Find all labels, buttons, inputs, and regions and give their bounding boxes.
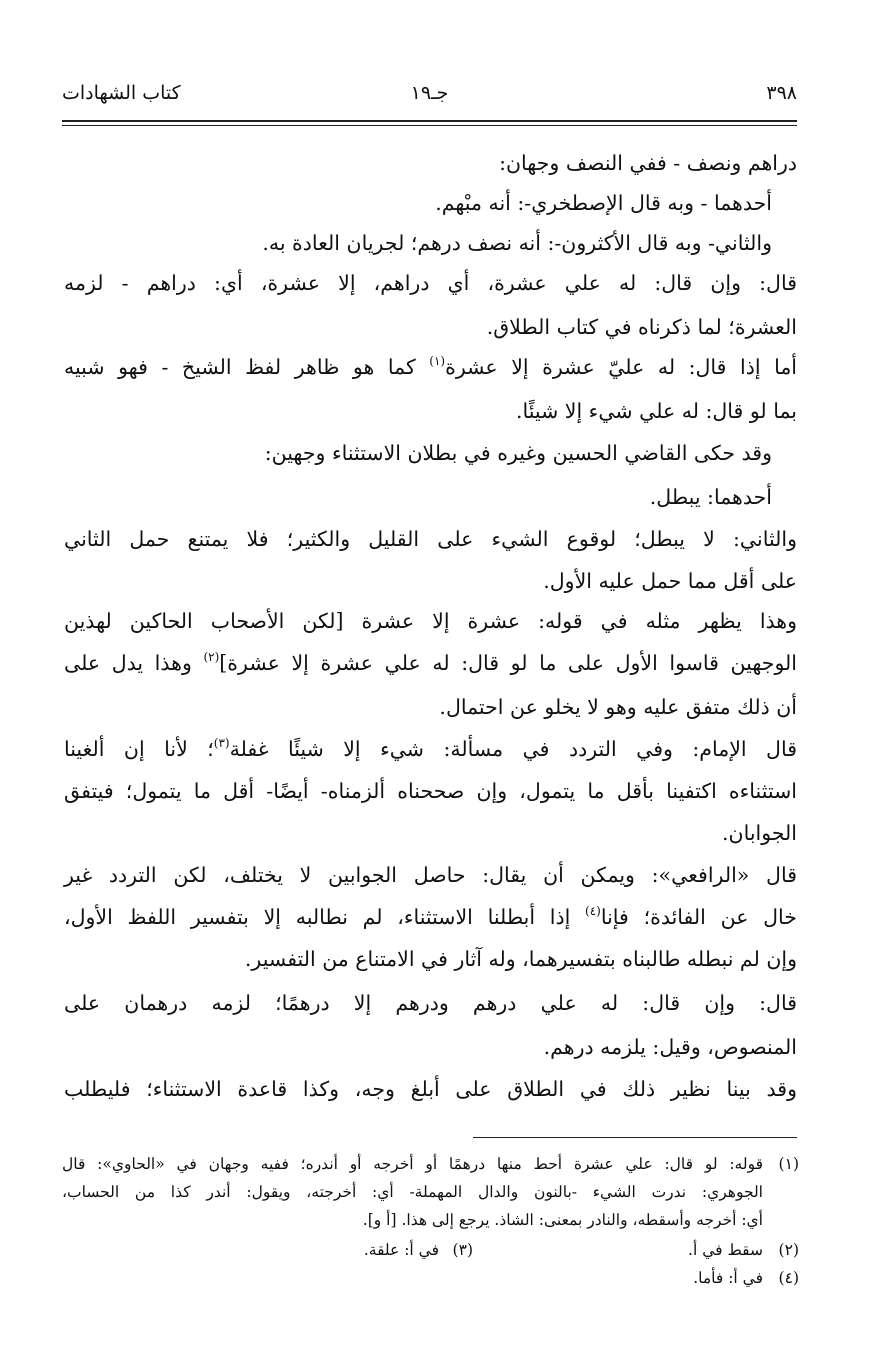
footnote-1-line: الجوهري: ندرت الشيء -بالنون والدال المهملة- أي: أخرجته، ويقول: أندر كذا من الحساب، xyxy=(62,1183,763,1201)
text-segment: وهذا يدل على xyxy=(64,651,192,675)
running-header xyxy=(62,82,797,116)
text-segment: الوجهين قاسوا الأول على ما لو قال: له علي عشرة إلا عشرة] xyxy=(219,651,797,675)
text-line: وهذا يظهر مثله في قوله: عشرة إلا عشرة [لكن الأصحاب الحاكين لهذين xyxy=(64,609,797,633)
text-line: وقد حكى القاضي الحسين وغيره في بطلان الاستثناء وجهين: xyxy=(264,441,772,465)
text-segment: خال عن الفائدة؛ فإنا xyxy=(600,905,797,929)
page-number: ٣٩٨ xyxy=(766,82,797,104)
text-line: المنصوص، وقيل: يلزمه درهم. xyxy=(543,1035,797,1059)
footnote-number: (٣) xyxy=(452,1241,473,1259)
text-segment: إذا أبطلنا الاستثناء، لم نطالبه إلا بتفسير اللفظ الأول، xyxy=(64,905,571,929)
text-segment: كما هو ظاهر لفظ الشيخ - فهو شبيه xyxy=(64,355,416,379)
text-line: استثناءه اكتفينا بأقل ما يتمول، وإن صححناه ألزمناه- أيضًا- أقل ما يتمول؛ فيتفق xyxy=(64,779,797,803)
book-title: كتاب الشهادات xyxy=(62,82,181,104)
text-line: على أقل مما حمل عليه الأول. xyxy=(543,569,797,593)
volume-label: جـ١٩ xyxy=(410,82,449,104)
text-segment: قال الإمام: وفي التردد في مسألة: شيء إلا شيئًا غفلة xyxy=(229,737,797,761)
text-line: قال: وإن قال: له علي درهم ودرهم إلا درهمًا؛ لزمه درهمان على xyxy=(64,991,797,1015)
footnote-ref: (٢) xyxy=(203,650,220,664)
text-line xyxy=(64,648,797,678)
footnote-rule xyxy=(473,1137,797,1138)
footnote-number: (١) xyxy=(778,1155,799,1173)
text-line xyxy=(64,902,797,932)
text-line: والثاني: لا يبطل؛ لوقوع الشيء على القليل والكثير؛ فلا يمتنع حمل الثاني xyxy=(64,527,797,551)
text-line: العشرة؛ لما ذكرناه في كتاب الطلاق. xyxy=(486,315,797,339)
text-line: أن ذلك متفق عليه وهو لا يخلو عن احتمال. xyxy=(439,695,797,719)
footnote-4: في أ: فأما. xyxy=(693,1269,763,1287)
footnote-ref: (٤) xyxy=(585,904,601,918)
text-line xyxy=(64,734,797,764)
text-line: أحدهما: يبطل. xyxy=(649,485,772,509)
text-line: والثاني- وبه قال الأكثرون-: أنه نصف درهم؛ لجريان العادة به. xyxy=(262,231,772,255)
text-segment: ؛ لأنا إن ألغينا xyxy=(64,737,214,761)
text-line: الجوابان. xyxy=(722,821,797,845)
text-line: وقد بينا نظير ذلك في الطلاق على أبلغ وجه، وكذا قاعدة الاستثناء؛ فليطلب xyxy=(64,1077,797,1101)
footnote-ref: (٣) xyxy=(213,736,230,750)
text-line: أحدهما - وبه قال الإصطخري-: أنه مبْهم. xyxy=(435,191,772,215)
footnote-3: في أ: علقة. xyxy=(363,1241,439,1259)
header-rule xyxy=(62,120,797,122)
header-rule-thin xyxy=(62,125,797,126)
footnote-2: سقط في أ. xyxy=(688,1241,763,1259)
text-line: قال «الرافعي»: ويمكن أن يقال: حاصل الجوابين لا يختلف، لكن التردد غير xyxy=(64,863,797,887)
footnote-1-line: أي: أخرجه وأسقطه، والنادر بمعنى: الشاذ. يرجع إلى هذا. [أ و]. xyxy=(362,1211,763,1229)
text-line: وإن لم نبطله طالبناه بتفسيرهما، وله آثار في الامتناع من التفسير. xyxy=(244,947,797,971)
text-line: بما لو قال: له علي شيء إلا شيئًا. xyxy=(515,399,797,423)
footnote-ref: (١) xyxy=(429,354,446,368)
text-segment: أما إذا قال: له عليّ عشرة إلا عشرة xyxy=(445,355,797,379)
text-line: دراهم ونصف - ففي النصف وجهان: xyxy=(499,151,797,175)
footnote-number: (٢) xyxy=(778,1241,799,1259)
text-line: قال: وإن قال: له علي عشرة، أي دراهم، إلا عشرة، أي: دراهم - لزمه xyxy=(64,271,797,295)
footnote-number: (٤) xyxy=(778,1269,799,1287)
footnote-1-line: قوله: لو قال: علي عشرة أحط منها درهمًا أو أخرجه أو أندره؛ ففيه وجهان في «الحاوي»: قال xyxy=(62,1155,763,1173)
text-line xyxy=(64,352,797,382)
